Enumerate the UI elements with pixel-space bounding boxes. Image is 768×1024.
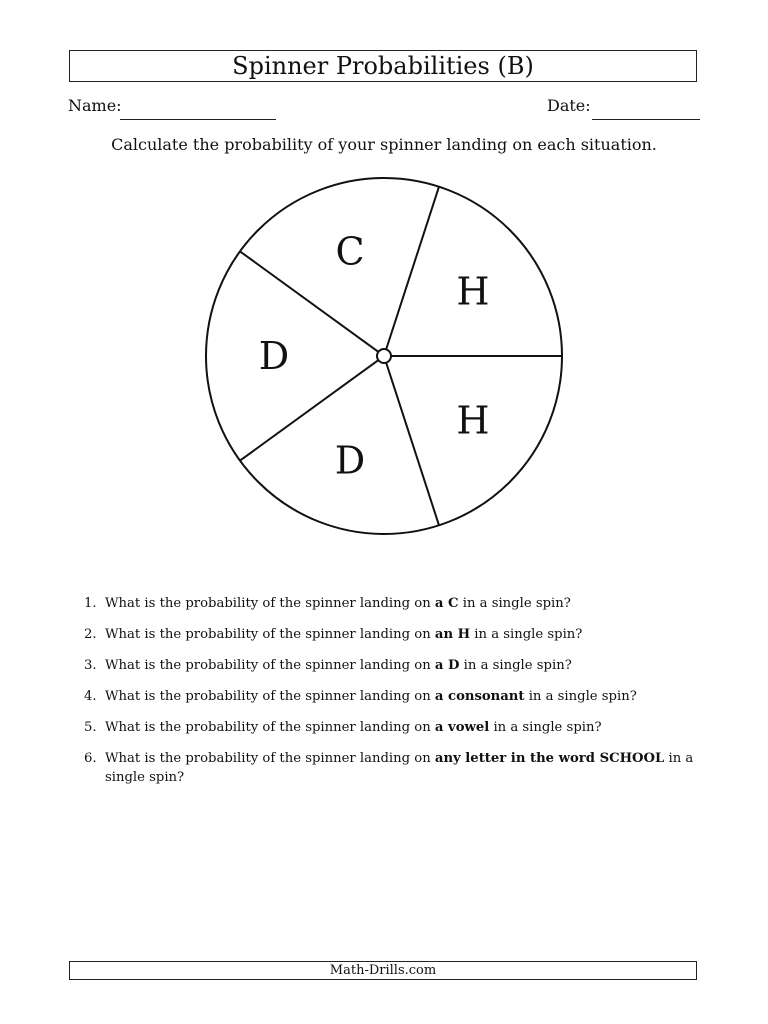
question-text: in a single spin? — [459, 658, 572, 673]
question-emphasis: an H — [434, 627, 471, 642]
question-item — [84, 625, 704, 644]
question-item — [84, 594, 704, 613]
question-text: in a single spin? — [489, 720, 602, 735]
spinner-section-label: D — [258, 334, 290, 378]
question-number: 1. — [84, 596, 97, 611]
spinner-section-label: H — [456, 398, 490, 443]
page-title: Spinner Probabilities (B) — [69, 50, 697, 82]
question-text: in a single spin? — [470, 627, 583, 642]
question-text: in a single spin? — [105, 751, 694, 785]
question-emphasis: a C — [434, 596, 459, 611]
question-text: What is the probability of the spinner landing on — [105, 596, 435, 611]
question-number: 2. — [84, 627, 97, 642]
question-text: What is the probability of the spinner landing on — [105, 720, 435, 735]
question-text: in a single spin? — [524, 689, 637, 704]
question-list — [84, 594, 704, 799]
question-item — [84, 656, 704, 675]
question-emphasis: a consonant — [434, 689, 525, 704]
question-item — [84, 687, 704, 706]
question-text: What is the probability of the spinner landing on — [105, 689, 435, 704]
question-number: 6. — [84, 751, 97, 766]
question-number: 3. — [84, 658, 97, 673]
name-label: Name: — [68, 96, 122, 115]
instructions: Calculate the probability of your spinner landing on each situation. — [111, 135, 657, 154]
spinner-section-label: D — [334, 438, 366, 483]
question-text: What is the probability of the spinner landing on — [105, 751, 435, 766]
question-emphasis: any letter in the word SCHOOL — [434, 751, 665, 766]
question-text: What is the probability of the spinner landing on — [105, 658, 435, 673]
question-emphasis: a D — [434, 658, 460, 673]
date-label: Date: — [547, 96, 591, 115]
spinner-section-label: H — [456, 269, 490, 314]
question-number: 5. — [84, 720, 97, 735]
question-emphasis: a vowel — [434, 720, 490, 735]
spinner-center-pin — [377, 349, 391, 363]
spinner-section-label: C — [335, 229, 365, 274]
question-text: What is the probability of the spinner landing on — [105, 627, 435, 642]
question-item — [84, 749, 704, 787]
question-item — [84, 718, 704, 737]
footer: Math-Drills.com — [69, 961, 697, 980]
question-number: 4. — [84, 689, 97, 704]
question-text: in a single spin? — [458, 596, 571, 611]
